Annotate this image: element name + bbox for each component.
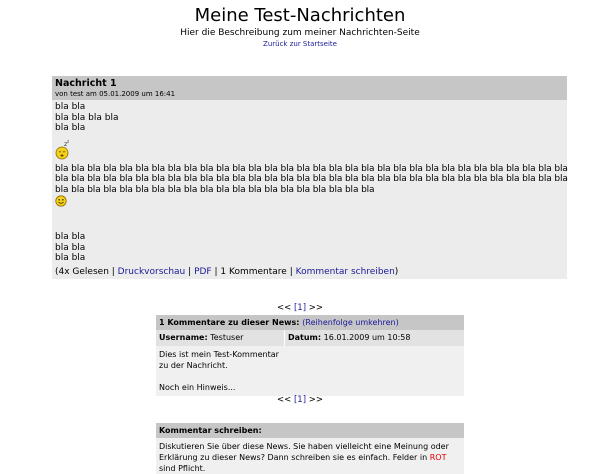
comment-line: Dies ist mein Test-Kommentar: [159, 350, 279, 359]
comment-line: Noch ein Hinweis...: [159, 383, 236, 392]
footer-close: ): [394, 266, 399, 277]
comment-date: 16.01.2009 um 10:58: [323, 333, 411, 342]
pager-top: [0, 303, 600, 314]
write-comment-box: [156, 423, 464, 474]
comments-box: [156, 315, 464, 396]
comments-header: [156, 315, 464, 330]
pager-bottom: [0, 395, 600, 406]
body-line: bla bla bla bla bla bla bla bla bla bla bla bla bla bla bla bla bla bla bla bla bla bla bla bla bla bla bla bla bla bla bla bla: [55, 163, 568, 174]
write-comment-text: [156, 438, 464, 474]
news-article: [52, 76, 567, 279]
pager-next[interactable]: >>: [308, 303, 323, 313]
back-to-home-link[interactable]: Zurück zur Startseite: [263, 40, 337, 48]
news-body: [52, 100, 567, 264]
separator: |: [289, 266, 293, 277]
body-line: bla bla bla bla bla bla bla bla bla bla bla bla bla bla bla bla bla bla bla bla bla bla bla bla bla bla bla bla bla bla bla bla: [55, 174, 568, 184]
news-footer: [52, 264, 567, 279]
write-comment-link[interactable]: Kommentar schreiben: [295, 266, 395, 277]
print-preview-link[interactable]: Druckvorschau: [117, 266, 186, 277]
pager-page-1[interactable]: [1]: [293, 395, 307, 405]
comment-line: zu der Nachricht.: [159, 361, 228, 370]
separator: |: [188, 266, 192, 277]
username-label: Username:: [159, 333, 208, 342]
news-meta: von test am 05.01.2009 um 16:41: [55, 90, 176, 98]
pager-page-1[interactable]: [1]: [293, 303, 307, 313]
pager-prev[interactable]: <<: [277, 395, 292, 405]
page-title: Meine Test-Nachrichten: [194, 5, 406, 26]
separator: |: [214, 266, 218, 277]
comment-username: Testuser: [210, 333, 244, 342]
smiley-icon: [55, 195, 67, 207]
pdf-link[interactable]: PDF: [194, 266, 212, 277]
page-description: Hier die Beschreibung zum meiner Nachrichten-Seite: [180, 28, 420, 38]
write-line: Erklärung zu dieser News? Dann schreiben sie es einfach. Felder in ROT: [159, 453, 447, 462]
pager-next[interactable]: >>: [308, 395, 323, 405]
comments-heading: 1 Kommentare zu dieser News:: [159, 318, 300, 327]
comment-text: [156, 346, 464, 396]
body-line: bla bla bla bla bla bla bla bla bla bla bla bla bla bla bla bla bla bla bla bla: [55, 184, 375, 195]
svg-text:z: z: [67, 139, 70, 144]
body-line: bla bla: [55, 123, 86, 133]
svg-text:z: z: [64, 140, 68, 148]
comment-info-row: [156, 330, 464, 346]
news-header: [52, 76, 567, 100]
write-comment-heading: Kommentar schreiben:: [156, 423, 464, 438]
body-line: bla bla: [55, 242, 86, 253]
sleepy-smiley-icon: [55, 140, 73, 160]
news-title: Nachricht 1: [55, 78, 117, 89]
body-line: bla bla: [55, 232, 86, 242]
body-line: bla bla: [55, 253, 86, 263]
comments-count: 1 Kommentare: [220, 266, 287, 277]
read-count: (4x Gelesen |: [55, 266, 115, 277]
reverse-order-link[interactable]: (Reihenfolge umkehren): [302, 318, 399, 327]
body-line: bla bla bla bla: [55, 112, 119, 123]
pager-prev[interactable]: <<: [277, 303, 292, 313]
write-line: sind Pflicht.: [159, 464, 206, 473]
body-line: bla bla: [55, 102, 86, 112]
required-word: ROT: [429, 453, 447, 462]
write-line: Diskutieren Sie über diese News. Sie haben vielleicht eine Meinung oder: [159, 442, 449, 451]
date-label: Datum:: [288, 333, 322, 342]
